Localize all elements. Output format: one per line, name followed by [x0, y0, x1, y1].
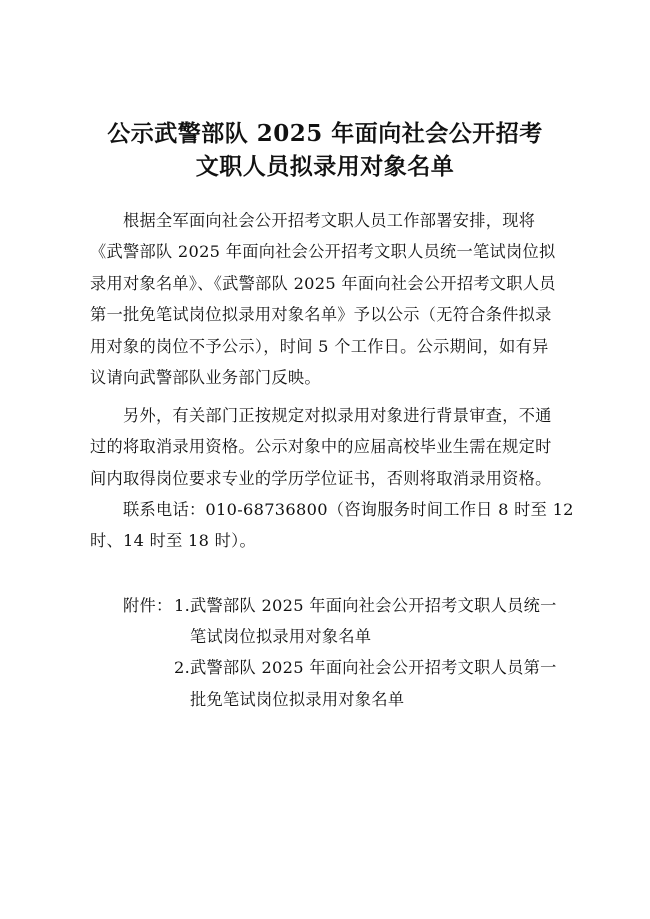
paragraph-contact: [90, 494, 574, 557]
paragraph-line: 议请向武警部队业务部门反映。: [90, 367, 321, 387]
paragraph-line: 时、14 时至 18 时）。: [90, 531, 257, 551]
paragraph-line: 根据全军面向社会公开招考文职人员工作部署安排，现将: [123, 211, 536, 230]
contact-phone-line: 联系电话：010-68736800（咨询服务时间工作日 8 时至 12: [123, 500, 574, 519]
attachments-label: 附件：: [123, 596, 173, 615]
document-title-line-1: 公示武警部队 2025 年面向社会公开招考: [107, 120, 543, 147]
paragraph-line: 录用对象名单》、《武警部队 2025 年面向社会公开招考文职人员: [90, 273, 556, 293]
paragraph-line: 间内取得岗位要求专业的学历学位证书，否则将取消录用资格。: [90, 468, 552, 488]
attachment-item-1: 1.武警部队 2025 年面向社会公开招考文职人员统一: [174, 596, 557, 615]
paragraph-line: 另外，有关部门正按规定对拟录用对象进行背景审查，不通: [123, 406, 552, 425]
paragraph-line: 第一批免笔试岗位拟录用对象名单》予以公示（无符合条件拟录: [90, 305, 552, 325]
paragraph-announcement: [90, 205, 560, 393]
paragraph-line: 用对象的岗位不予公示），时间 5 个工作日。公示期间，如有异: [90, 336, 549, 356]
attachment-item-2-continued: 批免笔试岗位拟录用对象名单: [190, 690, 405, 709]
document-title-line-2: 文职人员拟录用对象名单: [195, 153, 455, 180]
paragraph-line: 过的将取消录用资格。公示对象中的应届高校毕业生需在规定时: [90, 437, 552, 457]
paragraph-line: 《武警部队 2025 年面向社会公开招考文职人员统一笔试岗位拟: [90, 242, 556, 262]
attachment-item-2: 2.武警部队 2025 年面向社会公开招考文职人员第一: [174, 658, 557, 677]
paragraph-background-check: [90, 400, 560, 494]
attachment-item-1-continued: 笔试岗位拟录用对象名单: [190, 627, 372, 646]
